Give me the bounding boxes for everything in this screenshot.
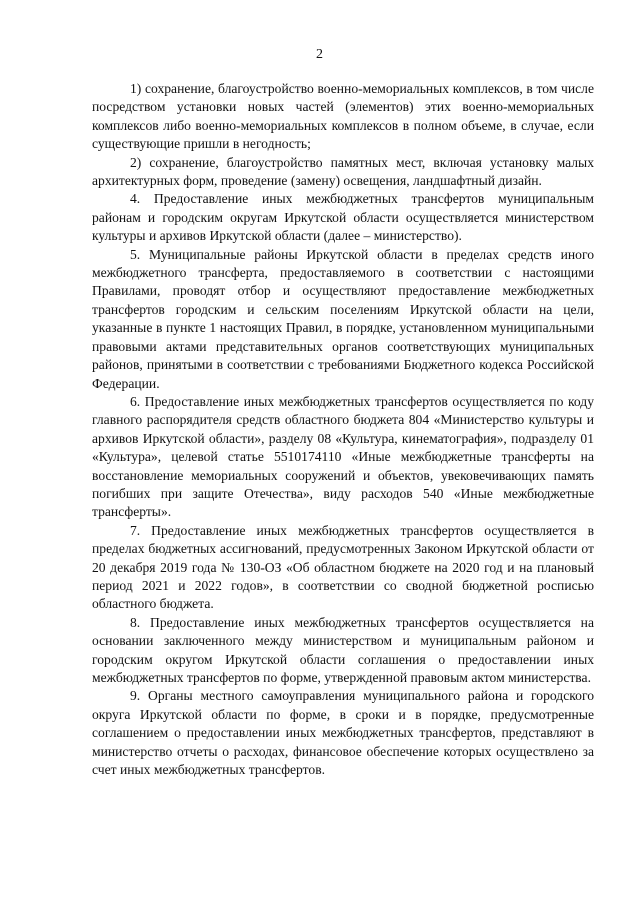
document-body [92, 80, 594, 779]
paragraph-1-item-1: 1) сохранение, благоустройство военно-мемориальных комплексов, в том числе посредством установки новых частей (элементов) этих военно-мемориальных комплексов либо военно-мемориальных комплексов в полном объеме, в случае, если существующие пришли в негодность; [92, 81, 594, 152]
paragraph-9: 9. Органы местного самоуправления муниципального района и городского округа Иркутской области по форме, в сроки и в порядке, предусмотренные соглашением о предоставлении иных межбюджетных трансфертов, представляют в министерство отчеты о расходах, финансовое обеспечение которых осуществлено за счет иных межбюджетных трансфертов. [92, 688, 594, 778]
paragraph-6: 6. Предоставление иных межбюджетных трансфертов осуществляется по коду главного распорядителя средств областного бюджета 804 «Министерство культуры и архивов Иркутской области», разделу 08 «Культура, кинематография», подразделу 01 «Культура», целевой статье 5510174110 «Иные межбюджетные трансферты на восстановление мемориальных сооружений и объектов, увековечивающих память погибших при защите Отечества», виду расходов 540 «Иные межбюджетные трансферты». [92, 393, 594, 520]
paragraph-4: 4. Предоставление иных межбюджетных трансфертов муниципальным районам и городским округам Иркутской области осуществляется министерством культуры и архивов Иркутской области (далее – министерство). [92, 191, 594, 244]
paragraph-8: 8. Предоставление иных межбюджетных трансфертов осуществляется на основании заключенного между министерством и муниципальным районом и городским округом Иркутской области соглашения о предоставлении иных межбюджетных трансфертов по форме, утвержденной правовым актом министерства. [92, 614, 594, 685]
page-number: 2 [316, 47, 323, 62]
paragraph-1-item-2: 2) сохранение, благоустройство памятных мест, включая установку малых архитектурных форм, проведение (замену) освещения, ландшафтный дизайн. [92, 154, 594, 189]
paragraph-5: 5. Муниципальные районы Иркутской области в пределах средств иного межбюджетного трансферта, предоставляемого в соответствии с настоящими Правилами, проводят отбор и осуществляют предоставление межбюджетных трансфертов городским и сельским поселениям Иркутской области на цели, указанные в пункте 1 настоящих Правил, в порядке, установленном муниципальными правовыми актами представительных органов соответствующих муниципальных районов, принятыми в соответствии с требованиями Бюджетного кодекса Российской Федерации. [92, 246, 594, 391]
paragraph-7: 7. Предоставление иных межбюджетных трансфертов осуществляется в пределах бюджетных ассигнований, предусмотренных Законом Иркутской области от 20 декабря 2019 года № 130-ОЗ «Об областном бюджете на 2020 год и на плановый период 2021 и 2022 годов», в соответствии со сводной бюджетной росписью областного бюджета. [92, 522, 594, 612]
